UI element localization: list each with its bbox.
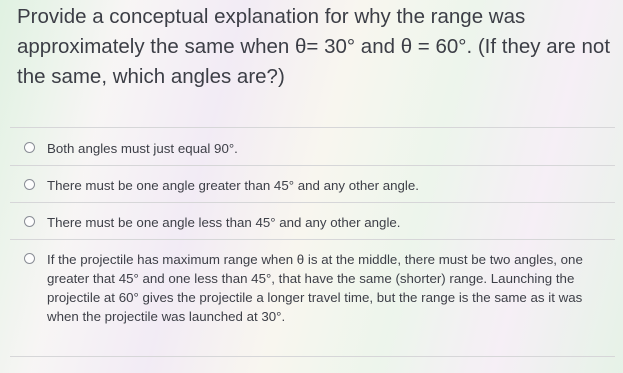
answer-option-label: If the projectile has maximum range when θ is at the middle, there must be two angles, one greater that 45° and one less than 45°, that have the same (shorter) range. Launching the projectile at 60° gives the projectile a longer travel time, but the range is the same as it was when the projectile was launched at 30°. (47, 252, 583, 324)
answer-option-label: There must be one angle greater than 45° and any other angle. (47, 178, 419, 193)
divider (10, 356, 615, 357)
divider (10, 165, 615, 166)
question-text: Provide a conceptual explanation for why the range was approximately the same when θ= 30° and θ = 60°. (If they are not the same, which angles are?) (17, 5, 611, 88)
answer-option-4[interactable] (24, 250, 604, 326)
divider (10, 127, 615, 128)
answer-option-label: Both angles must just equal 90°. (47, 141, 238, 156)
answer-option-label: There must be one angle less than 45° and any other angle. (47, 215, 401, 230)
answer-option-3[interactable] (24, 213, 613, 232)
radio-button-icon[interactable] (24, 253, 35, 264)
radio-button-icon[interactable] (24, 179, 35, 190)
divider (10, 239, 615, 240)
radio-button-icon[interactable] (24, 216, 35, 227)
answer-option-1[interactable] (24, 139, 613, 158)
answer-option-2[interactable] (24, 176, 613, 195)
radio-button-icon[interactable] (24, 142, 35, 153)
divider (10, 202, 615, 203)
